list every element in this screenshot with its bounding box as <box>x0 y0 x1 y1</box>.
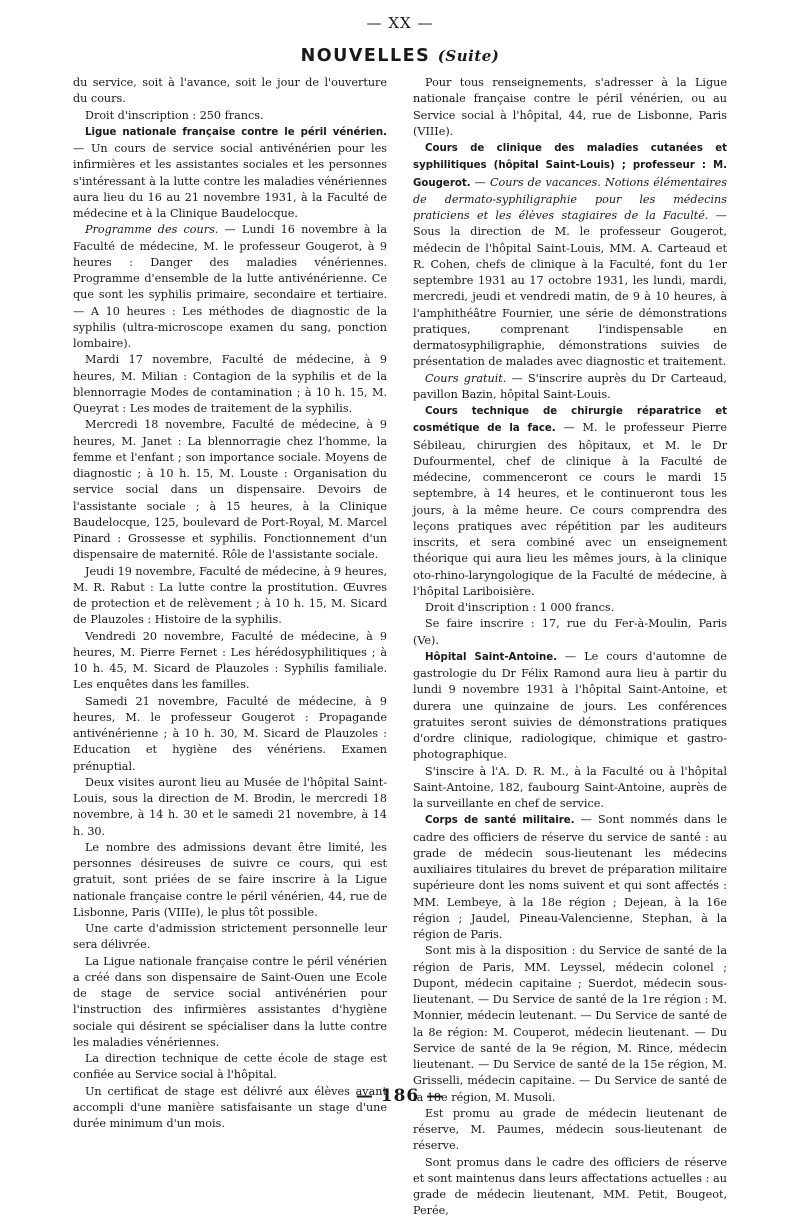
heading-corps-sante: Corps de santé militaire. <box>425 815 575 827</box>
paragraph: Corps de santé militaire. — Sont nommés dans le cadre des officiers de réserve du service de santé : au grade de médecin sous-lieutenant les médecins auxiliaires titulaires du brevet de préparation militaire supérieure dont les noms suivent et qui sont affectés : MM. Lembeye, à la 18e région ; Dejean, à la 16e région ; Jaudel, Pineau-Valencienne, Stephan, à la région de Paris. <box>413 813 727 941</box>
paragraph: Cours de clinique des maladies cutanées et syphilitiques (hôpital Saint-Louis) ; professeur : M. Gougerot. — Cours de vacances. Notions élémentaires de dermato-syphiligraphie pour les médecins praticiens et les élèves stagiaires de la Faculté. — Sous la direction de M. le professeur Gougerot, médecin de l'hôpital Saint-Louis, MM. A. Carteaud et R. Cohen, chefs de clinique à la Faculté, font du 1er septembre 1931 au 17 octobre 1931, les lundi, mardi, mercredi, jeudi et vendredi matin, de 9 à 10 heures, à l'amphithéâtre Fournier, une série de démonstrations pratiques, comprenant l'indispensable en dermatosyphiligraphie, démonstrations suivies de présentation de malades avec diagnostic et traitement. <box>413 143 727 369</box>
paragraph: Se faire inscrire : 17, rue du Fer-à-Moulin, Paris (Ve). <box>413 617 727 647</box>
paragraph: Cours gratuit. — S'inscrire auprès du Dr Carteaud, pavillon Bazin, hôpital Saint-Louis. <box>413 371 727 401</box>
paragraph: Une carte d'admission strictement personnelle leur sera délivrée. <box>73 922 387 952</box>
paragraph: Mercredi 18 novembre, Faculté de médecine, à 9 heures, M. Janet : La blennorragie chez l'homme, la femme et l'enfant ; son importance sociale. Moyens de diagnostic ; à 10 h. 15, M. Louste : Organisation du service social dans un dispensaire. Devoirs de l'assistante sociale ; à 15 heures, à la Clinique Baudelocque, 125, boulevard de Port-Royal, M. Marcel Pinard : Grossesse et syphilis. Fonctionnement d'un dispensaire de maternité. Rôle de l'assistante sociale. <box>73 418 387 562</box>
paragraph: La direction technique de cette école de stage est confiée au Service social à l'hôpital. <box>73 1052 387 1082</box>
paragraph: Sont promus dans le cadre des officiers de réserve et sont maintenus dans leurs affectations actuelles : au grade de médecin lieutenant, MM. Petit, Bougeot, Perée, <box>413 1155 727 1218</box>
paragraph: S'inscire à l'A. D. R. M., à la Faculté ou à l'hôpital Saint-Antoine, 182, faubourg Saint-Antoine, auprès de la surveillante en chef de service. <box>413 764 727 810</box>
paragraph: Droit d'inscription : 250 francs. <box>85 108 264 122</box>
paragraph: Mardi 17 novembre, Faculté de médecine, à 9 heures, M. Milian : Contagion de la syphilis et de la blennorragie Modes de contamination ; à 10 h. 15, M. Queyrat : Les modes de traitement de la syphilis. <box>73 353 387 415</box>
paragraph: Deux visites auront lieu au Musée de l'hôpital Saint-Louis, sous la direction de M. Brodin, le mercredi 18 novembre, à 14 h. 30 et le samedi 21 novembre, à 14 h. 30. <box>73 775 387 838</box>
paragraph: Ligue nationale française contre le péril vénérien. — Un cours de service social antivénérien pour les infirmières et les assistantes sociales et les personnes s'intéressant à la lutte contre les maladies vénériennes aura lieu du 16 au 21 novembre 1931, à la Faculté de médecine et à la Clinique Baudelocque. <box>73 126 387 220</box>
section-title <box>0 46 800 66</box>
paragraph: Un certificat de stage est délivré aux élèves ayant accompli d'une manière satisfaisante un stage d'une durée minimum d'un mois. <box>73 1084 387 1130</box>
paragraph: du service, soit à l'avance, soit le jour de l'ouverture du cours. <box>73 76 387 106</box>
paragraph: Jeudi 19 novembre, Faculté de médecine, à 9 heures, M. R. Rabut : La lutte contre la prostitution. Œuvres de protection et de relèvement ; à 10 h. 15, M. Sicard de Plauzoles : Histoire de la syphilis. <box>73 564 387 627</box>
page-folio: — 186 — <box>355 1086 445 1106</box>
heading-cours-gratuit: Cours gratuit. <box>425 371 507 385</box>
heading-cours-clinique: Cours de clinique des maladies cutanées et syphilitiques (hôpital Saint-Louis) ; professeur : M. Gougerot. <box>413 143 727 189</box>
section-title-text: NOUVELLES <box>300 46 431 66</box>
right-column <box>413 75 727 1220</box>
paragraph: Cours technique de chirurgie réparatrice et cosmétique de la face. — M. le professeur Pierre Sébileau, chirurgien des hôpitaux, et M. le Dr Dufourmentel, chef de clinique à la Faculté de médecine, commenceront ce cours le mardi 15 septembre, à 14 heures, et le continueront tous les jours, à la même heure. Ce cours comprendra des leçons pratiques avec répétition par les auditeurs inscrits, et sera combiné avec un enseignement théorique qui aura lieu les mêmes jours, à la clinique oto-rhino-laryngologique de la Faculté de médecine, à l'hôpital Lariboisière. <box>413 406 727 598</box>
heading-saint-antoine: Hôpital Saint-Antoine. <box>425 651 558 663</box>
heading-ligue: Ligue nationale française contre le péril vénérien. <box>85 126 387 138</box>
left-column <box>73 75 387 1132</box>
paragraph: Hôpital Saint-Antoine. — Le cours d'automne de gastrologie du Dr Félix Ramond aura lieu à partir du lundi 9 novembre 1931 à l'hôpital Saint-Antoine, et durera une quinzaine de jours. Les conférences gratuites seront suivies de démonstrations pratiques d'ordre clinique, radiologique, chimique et gastro-photographique. <box>413 649 727 762</box>
heading-chirurgie: Cours technique de chirurgie réparatrice et cosmétique de la face. <box>413 406 727 435</box>
paragraph: Sont mis à la disposition : du Service de santé de la région de Paris, MM. Leyssel, médecin colonel ; Dupont, médecin capitaine ; Suerdot, médecin sous-lieutenant. — Du Service de santé de la 1re région : M. Monnier, médecin leutenant. — Du Service de santé de la 8e région: M. Couperot, médecin lieutenant. — Du Service de santé de la 9e région, M. Rince, médecin lieutenant. — Du Service de santé de la 15e région, M. Grisselli, médecin capitaine. — Du Service de santé de la 18e région, M. Musoli. <box>413 944 727 1104</box>
paragraph: Samedi 21 novembre, Faculté de médecine, à 9 heures, M. le professeur Gougerot : Propagande antivénérienne ; à 10 h. 30, M. Sicard de Plauzoles : Education et hygiène des vénériens. Examen prénuptial. <box>73 694 387 773</box>
paragraph: Pour tous renseignements, s'adresser à la Ligue nationale française contre le péril vénérien, ou au Service social à l'hôpital, 44, rue de Lisbonne, Paris (VIIIe). <box>413 76 727 138</box>
paragraph: La Ligue nationale française contre le péril vénérien a créé dans son dispensaire de Saint-Ouen une Ecole de stage de service social antivénérien pour l'instruction des infirmières assistantes d'hygiène sociale qui désirent se spécialiser dans la lutte contre les maladies vénériennes. <box>73 954 387 1049</box>
section-title-suite: (Suite) <box>437 47 500 65</box>
heading-programme: Programme des cours. <box>85 223 219 237</box>
roman-page-number: — XX — <box>366 14 434 32</box>
paragraph: Vendredi 20 novembre, Faculté de médecine, à 9 heures, M. Pierre Fernet : Les hérédosyphilitiques ; à 10 h. 45, M. Sicard de Plauzoles : Syphilis familiale. Les enquêtes dans les familles. <box>73 629 387 692</box>
paragraph: Le nombre des admissions devant être limité, les personnes désireuses de suivre ce cours, qui est gratuit, sont priées de se faire inscrire à la Ligue nationale française contre le péril vénérien, 44, rue de Lisbonne, Paris (VIIIe), le plus tôt possible. <box>73 840 387 919</box>
paragraph: Programme des cours. — Lundi 16 novembre à la Faculté de médecine, M. le professeur Gougerot, à 9 heures : Danger des maladies vénériennes. Programme d'ensemble de la lutte antivénérienne. Ce que sont les syphilis primaire, secondaire et tertiaire. — A 10 heures : Les méthodes de diagnostic de la syphilis (ultra-microscope examen du sang, ponction lombaire). <box>73 223 387 350</box>
paragraph: Est promu au grade de médecin lieutenant de réserve, M. Paumes, médecin sous-lieutenant de réserve. <box>413 1106 727 1153</box>
paragraph: Droit d'inscription : 1 000 francs. <box>425 601 615 614</box>
